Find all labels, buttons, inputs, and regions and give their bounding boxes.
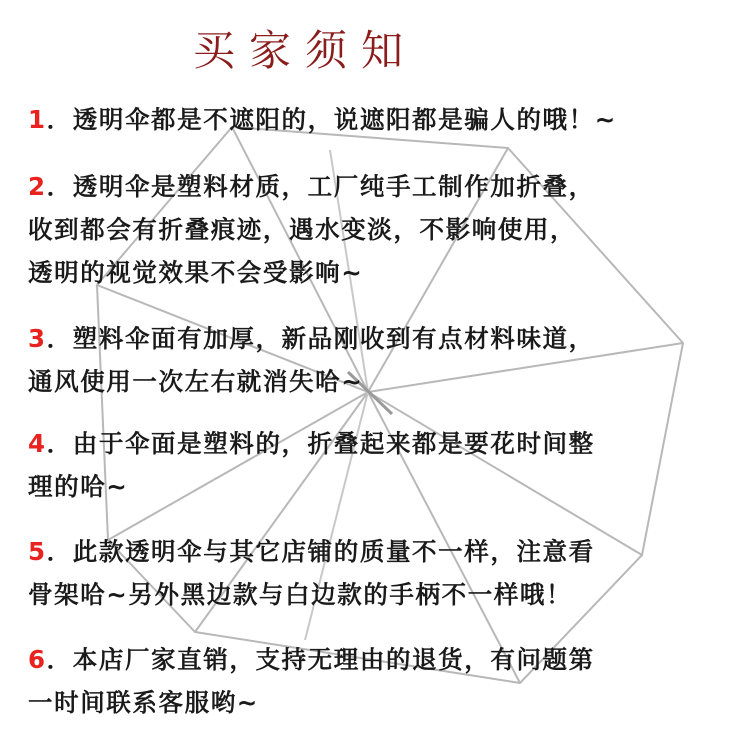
notice-item: [28, 317, 728, 403]
notice-text-line: ．塑料伞面有加厚，新品刚收到有点材料味道，: [46, 324, 595, 353]
notice-item: [28, 165, 728, 294]
notice-item: [28, 422, 728, 508]
notice-item: [28, 98, 728, 141]
notice-text-line: ．由于伞面是塑料的，折叠起来都是要花时间整: [46, 429, 595, 458]
notice-number: 6: [28, 645, 47, 674]
notice-number: 5: [28, 537, 47, 566]
page-title: 买家须知: [192, 26, 417, 75]
notice-text-line: ．透明伞是塑料材质，工厂纯手工制作加折叠，: [46, 172, 595, 201]
notice-number: 2: [28, 172, 47, 201]
notice-text-line: 一时间联系客服哟~: [28, 688, 259, 717]
notice-text-line: ．透明伞都是不遮阳的，说遮阳都是骗人的哦！~: [46, 105, 617, 134]
notice-text-line: 通风使用一次左右就消失哈~: [28, 367, 364, 396]
notice-number: 3: [28, 324, 47, 353]
notice-text-line: ．此款透明伞与其它店铺的质量不一样，注意看: [46, 537, 595, 566]
notice-number: 4: [28, 429, 47, 458]
notice-text-line: 理的哈~: [28, 472, 129, 501]
notice-text-line: 收到都会有折叠痕迹，遇水变淡，不影响使用，: [28, 215, 577, 244]
notice-text-line: ．本店厂家直销，支持无理由的退货，有问题第: [46, 645, 595, 674]
notice-number: 1: [28, 105, 47, 134]
notice-item: [28, 638, 728, 724]
notice-item: [28, 530, 728, 616]
notice-text-line: 骨架哈~另外黑边款与白边款的手柄不一样哦！: [28, 580, 573, 609]
notice-text-line: 透明的视觉效果不会受影响~: [28, 258, 364, 287]
